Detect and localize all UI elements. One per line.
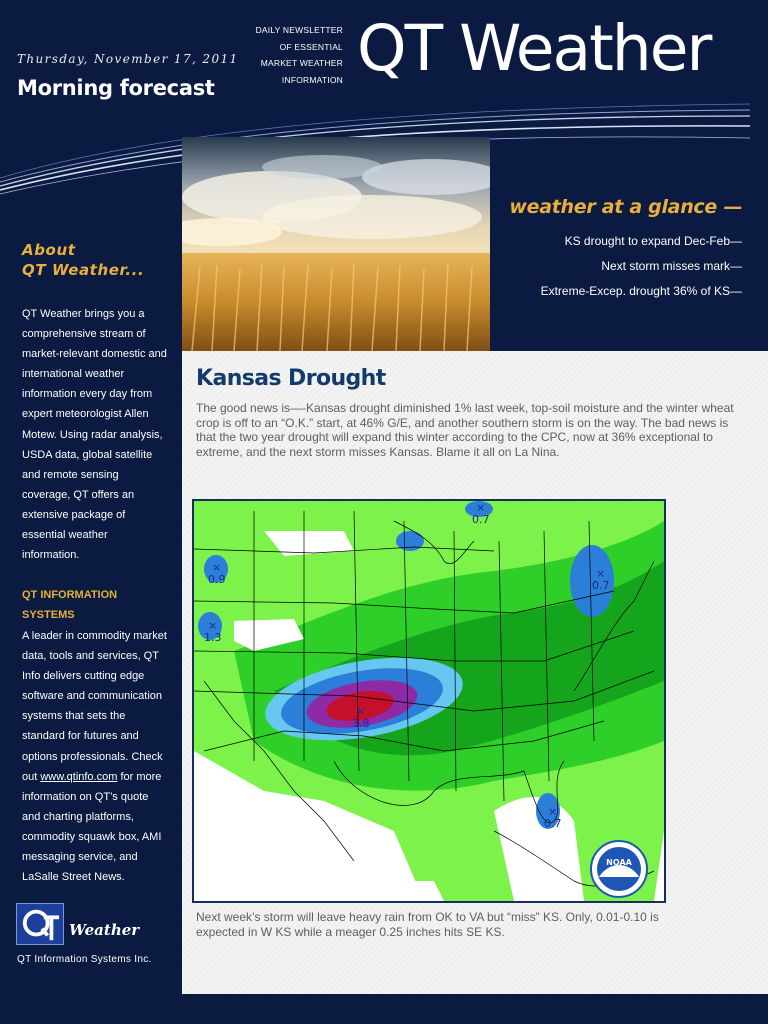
map-label: 1.3 bbox=[204, 631, 222, 644]
noaa-logo-text: NOAA bbox=[606, 858, 632, 867]
tagline-line: OF ESSENTIAL bbox=[279, 41, 343, 52]
qtis-body bbox=[22, 626, 167, 887]
qtis-title-line: QT INFORMATION bbox=[22, 589, 118, 601]
map-marker-x: × bbox=[208, 619, 218, 632]
map-label: 0.7 bbox=[592, 579, 610, 592]
qtis-body-text: for more information on QT’s quote and charting platforms, commodity squawk box, AMI messaging service, and LaSalle Street News. bbox=[22, 770, 162, 884]
map-caption: Next week’s storm will leave heavy rain from OK to VA but “miss” KS. Only, 0.01-0.10 is expected in W KS while a meager 0.25 inches hits SE KS. bbox=[196, 910, 659, 939]
map-label: 0.9 bbox=[208, 573, 226, 586]
map-marker-x: × bbox=[476, 501, 486, 514]
glance-list bbox=[509, 229, 742, 304]
map-marker-x: × bbox=[212, 561, 222, 574]
about-title-line: About bbox=[22, 241, 76, 259]
noaa-logo bbox=[591, 841, 647, 897]
precipitation-map-graphic bbox=[194, 501, 664, 901]
map-marker-x: × bbox=[356, 705, 366, 718]
brand-title: QT Weather bbox=[357, 12, 711, 85]
tagline-line: DAILY NEWSLETTER bbox=[255, 25, 343, 35]
qtis-body-text: A leader in commodity market data, tools and services, QT Info delivers cutting edge software and communication systems that sets the standard for futures and options professionals. Check out bbox=[22, 630, 167, 783]
map-marker-x: × bbox=[596, 567, 606, 580]
logo-wordmark: Weather bbox=[69, 921, 140, 939]
edition-title: Morning forecast bbox=[17, 76, 215, 100]
precipitation-map bbox=[192, 499, 666, 903]
qt-logo bbox=[16, 903, 64, 945]
map-label: 0.7 bbox=[544, 817, 562, 830]
wheat-field-photo bbox=[182, 137, 490, 351]
about-title-line: QT Weather... bbox=[22, 261, 145, 279]
about-body: QT Weather brings you a comprehensive stream of market-relevant domestic and international weather information every day from expert meteorologist Allen Motew. Using radar analysis, USDA data, global satellite and remote sensing coverage, QT offers an extensive package of essential weather information. bbox=[22, 308, 167, 562]
issue-date: Thursday, November 17, 2011 bbox=[17, 52, 239, 66]
glance-title: weather at a glance — bbox=[509, 196, 742, 218]
weather-at-a-glance bbox=[509, 196, 742, 304]
qtinfo-link[interactable]: www.qtinfo.com bbox=[40, 770, 118, 783]
about-title bbox=[22, 240, 144, 280]
article-body: The good news is—-Kansas drought diminished 1% last week, top-soil moisture and the winter wheat crop is off to an “O.K.” start, at 46% G/E, and another southern storm is on the way. The bad news is that the two year drought will expand this winter according to the CPC, now at 36% exceptional to extreme, and the next storm misses Kansas. Blame it all on La Nina. bbox=[196, 401, 734, 460]
qtis-title-line: SYSTEMS bbox=[22, 609, 75, 621]
company-name: QT Information Systems Inc. bbox=[17, 954, 152, 965]
white-region-south bbox=[364, 881, 444, 901]
map-label: 3.8 bbox=[352, 717, 370, 730]
bottom-bar bbox=[0, 994, 768, 1024]
glance-title-text: weather at a glance bbox=[509, 196, 717, 218]
tagline bbox=[243, 22, 343, 88]
glance-item: Next storm misses mark— bbox=[601, 259, 742, 273]
article-title: Kansas Drought bbox=[196, 366, 386, 391]
map-marker-x: × bbox=[548, 805, 558, 818]
glance-item: KS drought to expand Dec-Feb— bbox=[564, 234, 742, 248]
tagline-line: INFORMATION bbox=[281, 74, 343, 85]
tagline-line: MARKET WEATHER bbox=[260, 58, 343, 69]
map-label: 0.7 bbox=[472, 513, 490, 526]
glance-item: Extreme-Excep. drought 36% of KS— bbox=[540, 284, 742, 298]
qtis-title bbox=[22, 585, 117, 625]
